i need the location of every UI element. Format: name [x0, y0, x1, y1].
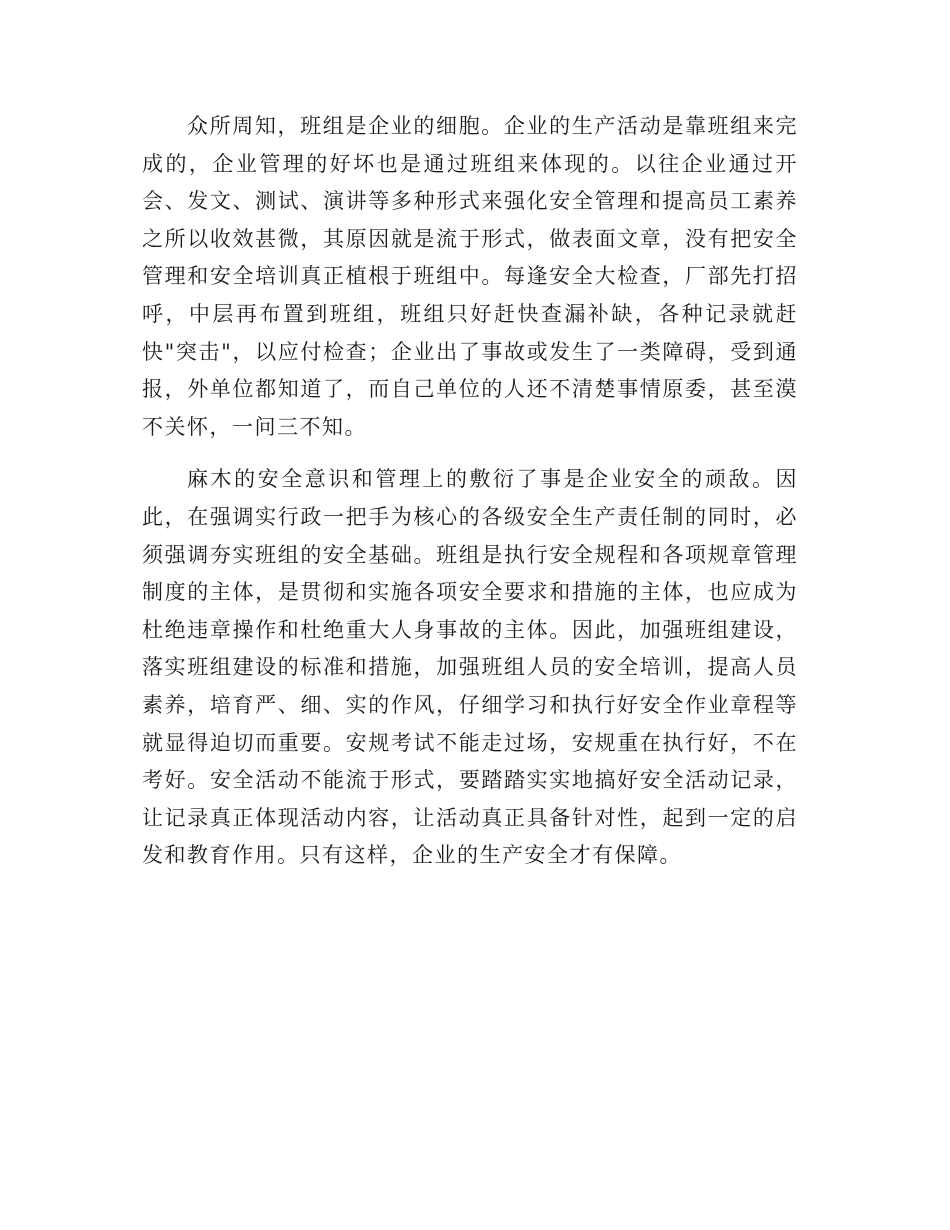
document-body — [142, 108, 798, 875]
paragraph-1: 众所周知，班组是企业的细胞。企业的生产活动是靠班组来完成的，企业管理的好坏也是通过班组来体现的。以往企业通过开会、发文、测试、演讲等多种形式来强化安全管理和提高员工素养之所以收效甚微，其原因就是流于形式，做表面文章，没有把安全管理和安全培训真正植根于班组中。每逢安全大检查，厂部先打招呼，中层再布置到班组，班组只好赶快查漏补缺，各种记录就赶快"突击"，以应付检查；企业出了事故或发生了一类障碍，受到通报，外单位都知道了，而自己单位的人还不清楚事情原委，甚至漠不关怀，一问三不知。 — [142, 114, 798, 439]
paragraph-2: 麻木的安全意识和管理上的敷衍了事是企业安全的顽敌。因此，在强调实行政一把手为核心的各级安全生产责任制的同时，必须强调夯实班组的安全基础。班组是执行安全规程和各项规章管理制度的主体，是贯彻和实施各项安全要求和措施的主体，也应成为杜绝违章操作和杜绝重大人身事故的主体。因此，加强班组建设，落实班组建设的标准和措施，加强班组人员的安全培训，提高人员素养，培育严、细、实的作风，仔细学习和执行好安全作业章程等就显得迫切而重要。安规考试不能走过场，安规重在执行好，不在考好。安全活动不能流于形式，要踏踏实实地搞好安全活动记录，让记录真正体现活动内容，让活动真正具备针对性，起到一定的启发和教育作用。只有这样，企业的生产安全才有保障。 — [142, 467, 798, 868]
